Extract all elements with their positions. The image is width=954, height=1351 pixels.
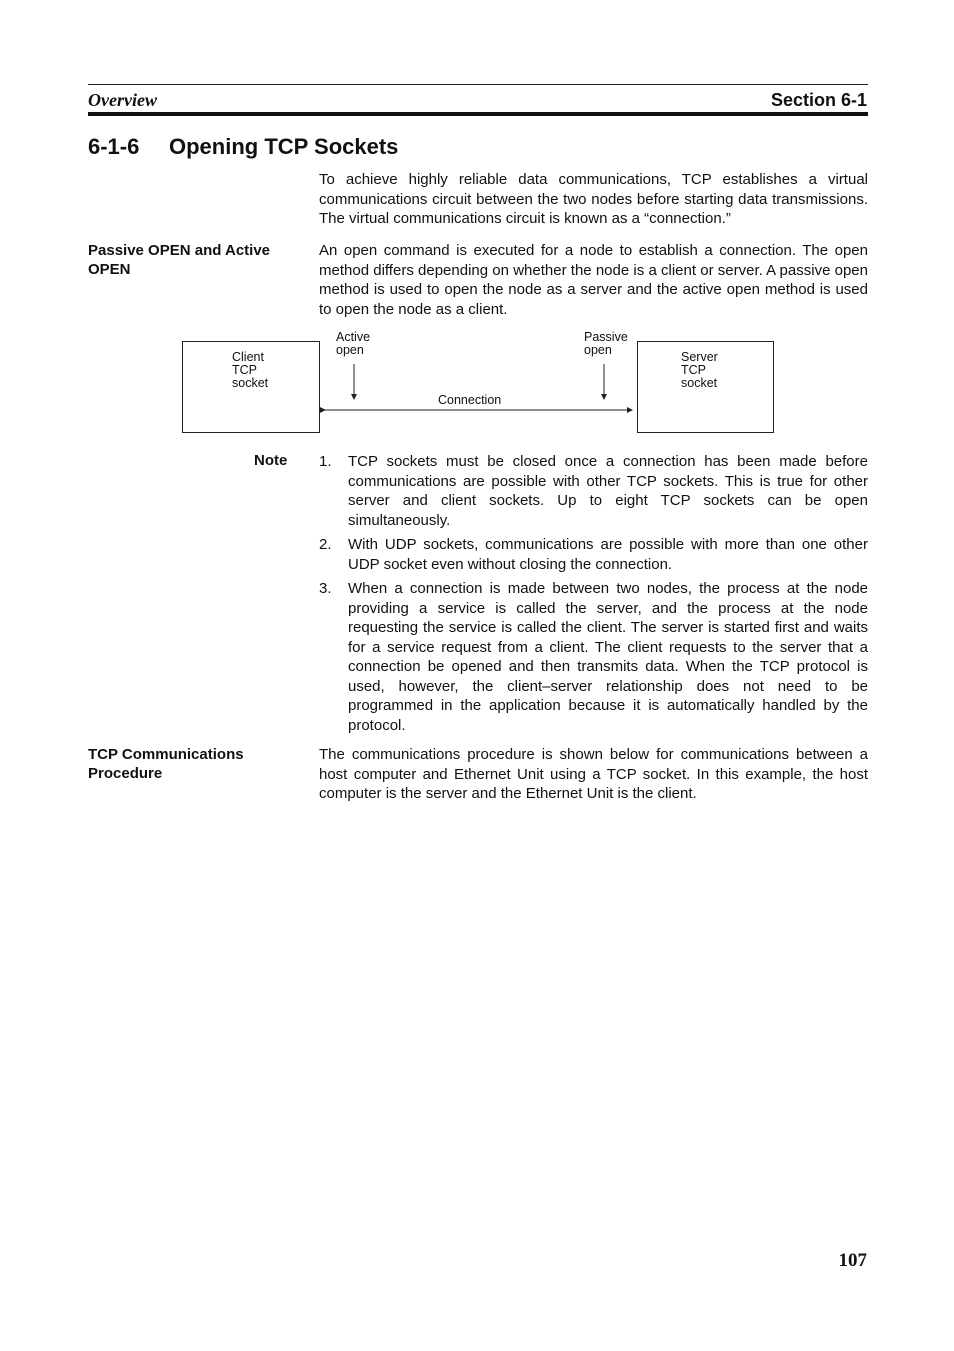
running-header-chapter: Overview bbox=[88, 90, 157, 110]
section-title bbox=[88, 134, 398, 160]
note-item-text: When a connection is made between two nodes, the process at the node providing a service is called the server, and the process at the node requesting the service is called the client. The server is started first and waits for a service request from a client. The client requests to the server that a connection be opened and then transmits data. When the TCP protocol is used, however, the client–server relationship does not need to be programmed in the application because it is automatically handled by the protocol. bbox=[348, 580, 868, 734]
header-top-rule bbox=[88, 84, 868, 85]
page-number: 107 bbox=[838, 1250, 867, 1271]
connection-label: Connection bbox=[438, 393, 502, 407]
note-item-number: 2. bbox=[319, 536, 332, 553]
note-item-number: 3. bbox=[319, 580, 332, 597]
note-label: Note bbox=[254, 452, 288, 469]
note-item bbox=[319, 535, 868, 574]
note-item bbox=[319, 579, 868, 735]
note-item-text: With UDP sockets, communications are possible with more than one other UDP socket even without closing the connection. bbox=[348, 536, 868, 573]
header-bottom-rule bbox=[88, 112, 868, 116]
connection-diagram bbox=[180, 328, 780, 438]
note-item bbox=[319, 452, 868, 530]
active-open-label: Active open bbox=[336, 330, 371, 357]
client-socket-label: Client TCP socket bbox=[232, 350, 269, 390]
note-item-text: TCP sockets must be closed once a connection has been made before communications are possible with other TCP sockets. This is true for other server and client sockets. Up to eight TCP sockets can be open simultaneously. bbox=[348, 453, 868, 529]
server-socket-label: Server TCP socket bbox=[681, 350, 718, 390]
note-list bbox=[319, 452, 868, 740]
section-title-text: Opening TCP Sockets bbox=[169, 134, 399, 159]
procedure-heading: TCP Communications Procedure bbox=[88, 746, 244, 782]
passive-active-heading: Passive OPEN and Active OPEN bbox=[88, 242, 271, 278]
diagram-arrows bbox=[180, 328, 780, 438]
section-number: 6-1-6 bbox=[88, 134, 140, 159]
passive-active-paragraph: An open command is executed for a node to establish a connection. The open method differs depending on whether the node is a client or server. A passive open method is used to open the node as a server and the active open method is used to open the node as a client. bbox=[319, 242, 868, 318]
running-header-section: Section 6-1 bbox=[770, 90, 867, 110]
note-item-number: 1. bbox=[319, 453, 332, 470]
intro-paragraph: To achieve highly reliable data communications, TCP establishes a virtual communications circuit between the two nodes before starting data transmissions. The virtual communications circuit is known as a “connection.” bbox=[319, 171, 868, 227]
procedure-paragraph: The communications procedure is shown below for communications between a host computer and Ethernet Unit using a TCP socket. In this example, the host computer is the server and the Ethernet Unit is the client. bbox=[319, 746, 868, 802]
passive-open-label: Passive open bbox=[584, 330, 628, 357]
